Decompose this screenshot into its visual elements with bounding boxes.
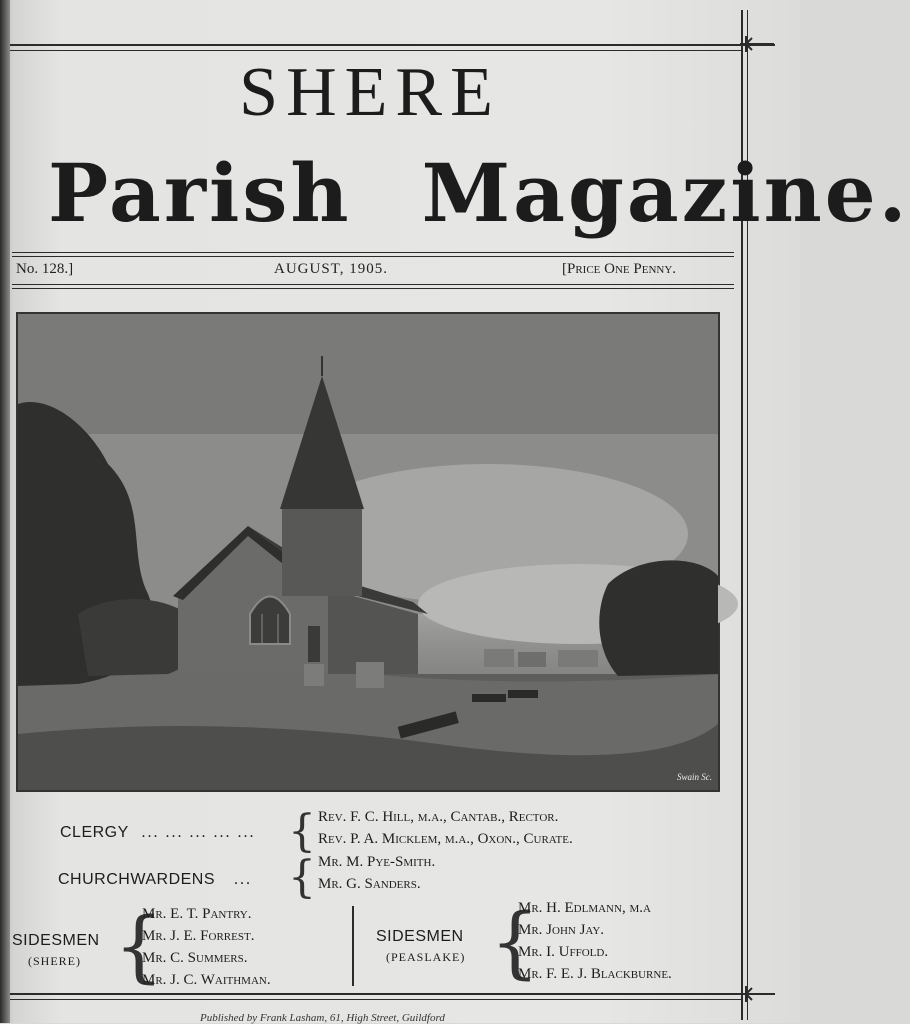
corner-ornament-top [732, 30, 778, 60]
corner-ornament-bottom [732, 982, 778, 1012]
churchwarden-2: Mr. G. Sanders. [318, 876, 421, 892]
book-spine-shadow [0, 0, 10, 1023]
sidesmen-shere-sublabel: (SHERE) [28, 954, 81, 968]
sidesmen-shere-names [142, 903, 271, 991]
sidesmen-peaslake-label: SIDESMEN [376, 928, 464, 945]
top-border-rule-inner [10, 50, 742, 51]
sidesmen-peaslake-sublabel: (PEASLAKE) [386, 950, 466, 964]
sidesmen-peaslake-brace: { [490, 898, 540, 988]
sidesman-shere-3: Mr. C. Summers. [142, 950, 248, 966]
clergy-leader-dots: ... ... ... ... ... [141, 824, 256, 841]
sidesman-peaslake-4: Mr. F. E. J. Blackburne. [518, 966, 672, 982]
issue-date: AUGUST, 1905. [274, 261, 388, 277]
sidesman-peaslake-1: Mr. H. Edlmann, m.a [518, 900, 651, 916]
churchwardens-leader-dots: ... [233, 871, 252, 888]
church-engraving [16, 312, 720, 792]
sidesman-peaslake-2: Mr. John Jay. [518, 922, 605, 938]
church-illustration [18, 314, 718, 790]
clergy-rector: Rev. F. C. Hill, m.a., Cantab., Rector. [318, 809, 559, 825]
bottom-border-rule-inner [10, 999, 742, 1000]
clergy-label: CLERGY ... ... ... ... ... [60, 824, 256, 841]
churchwardens-label: CHURCHWARDENS ... [58, 871, 252, 888]
masthead-parish-magazine [48, 138, 910, 248]
engraver-signature: Swain Sc. [677, 772, 712, 782]
issue-number: No. 128.] [16, 261, 74, 277]
sidesman-shere-1: Mr. E. T. Pantry. [142, 906, 252, 922]
clergy-brace: { [288, 806, 316, 857]
sidesmen-peaslake-names [518, 897, 672, 985]
dateline-bottom-rule [12, 284, 734, 285]
bottom-border-rule [10, 993, 775, 995]
sidesman-peaslake-3: Mr. I. Uffold. [518, 944, 609, 960]
dateline-top-rule [12, 252, 734, 253]
dateline-top-rule-2 [12, 256, 734, 257]
sidesmen-shere-brace: { [114, 902, 164, 992]
sidesmen-divider [352, 906, 354, 986]
sidesman-shere-4: Mr. J. C. Waithman. [142, 972, 271, 988]
dateline-bottom-rule-2 [12, 288, 734, 289]
clergy-curate: Rev. P. A. Micklem, m.a., Oxon., Curate. [318, 831, 573, 847]
top-border-rule [10, 44, 775, 46]
masthead-shere: SHERE [239, 54, 501, 131]
masthead-word-magazine: Magazine. [421, 146, 910, 240]
publisher-footer: Published by Frank Lasham, 61, High Street, Guildford [200, 1012, 445, 1024]
issue-price: [Price One Penny. [562, 261, 677, 277]
masthead-word-parish: Parish [48, 146, 352, 240]
churchwardens-names [318, 851, 435, 895]
churchwarden-1: Mr. M. Pye-Smith. [318, 854, 436, 870]
clergy-names [318, 806, 573, 850]
sidesmen-shere-label: SIDESMEN [12, 932, 100, 949]
churchwardens-brace: { [288, 852, 316, 903]
sidesman-shere-2: Mr. J. E. Forrest. [142, 928, 255, 944]
